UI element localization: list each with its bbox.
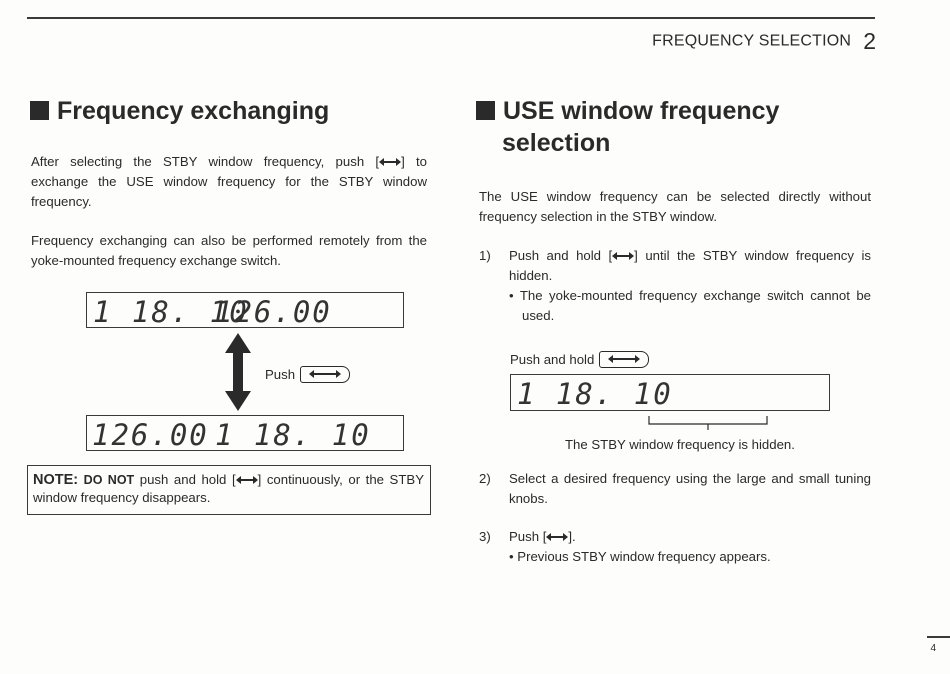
running-head — [560, 28, 876, 56]
chapter-number: 2 — [863, 28, 876, 54]
lcd-display-after — [86, 415, 404, 451]
step-3-text: Push [ ]. — [509, 529, 576, 544]
stby-frequency-after: 1 18. 10 — [215, 418, 371, 452]
step-1-text: Push and hold [ ] until the STBY window frequency is hidden. — [509, 248, 871, 283]
exchange-arrow-icon — [379, 157, 401, 167]
lcd-display-hidden — [510, 374, 830, 411]
heading-use-window-line2: selection — [502, 129, 611, 157]
step-2-text: Select a desired frequency using the large and small tuning knobs. — [509, 471, 871, 506]
step-3 — [479, 527, 871, 569]
step-2-number: 2) — [479, 471, 491, 486]
exchange-arrow-icon — [546, 532, 568, 542]
step-1 — [479, 246, 871, 326]
step-1-bullet: • The yoke-mounted frequency exchange switch cannot be used. — [509, 288, 871, 323]
lcd-display-before — [86, 292, 404, 328]
exchange-button-icon — [300, 366, 350, 383]
note-label: NOTE: — [33, 472, 79, 488]
use-frequency-hidden: 1 18. 10 — [517, 377, 673, 411]
section-title: FREQUENCY SELECTION — [652, 32, 852, 50]
push-and-hold-label: Push and hold — [510, 351, 649, 368]
paragraph-exchange: After selecting the STBY window frequency, push [ ] to exchange the USE window frequency for the STBY window frequency. — [31, 154, 427, 209]
hidden-caption: The STBY window frequency is hidden. — [565, 437, 795, 452]
paragraph-use-intro: The USE window frequency can be selected directly without frequency selection in the STBY window. — [479, 189, 871, 224]
bracket-line — [648, 416, 768, 430]
stby-frequency-before: 126.00 — [215, 295, 332, 329]
push-label: Push — [265, 366, 350, 383]
paragraph-remote: Frequency exchanging can also be performed remotely from the yoke-mounted frequency exchange switch. — [31, 233, 427, 268]
square-bullet-icon — [30, 101, 49, 120]
step-3-number: 3) — [479, 529, 491, 544]
use-frequency-after: 126.00 — [92, 418, 209, 452]
heading-use-window: USE window frequency — [476, 96, 779, 127]
page-number-rule — [927, 636, 950, 638]
double-arrow-icon — [224, 333, 252, 411]
exchange-arrow-icon — [612, 251, 634, 261]
step-3-bullet: • Previous STBY window frequency appears. — [509, 549, 771, 564]
exchange-button-icon — [599, 351, 649, 368]
exchange-arrow-icon — [236, 475, 258, 485]
step-1-number: 1) — [479, 248, 491, 263]
step-2 — [479, 469, 871, 511]
heading-frequency-exchanging: Frequency exchanging — [30, 96, 329, 127]
page-number: 4 — [930, 643, 936, 654]
note-do-not: DO NOT — [83, 473, 135, 487]
top-rule — [27, 17, 875, 19]
use-frequency-before: 1 18. 10 — [93, 295, 249, 329]
note-box: NOTE: DO NOT push and hold [ ] continuously, or the STBY window frequency disappears. — [27, 465, 431, 515]
square-bullet-icon — [476, 101, 495, 120]
